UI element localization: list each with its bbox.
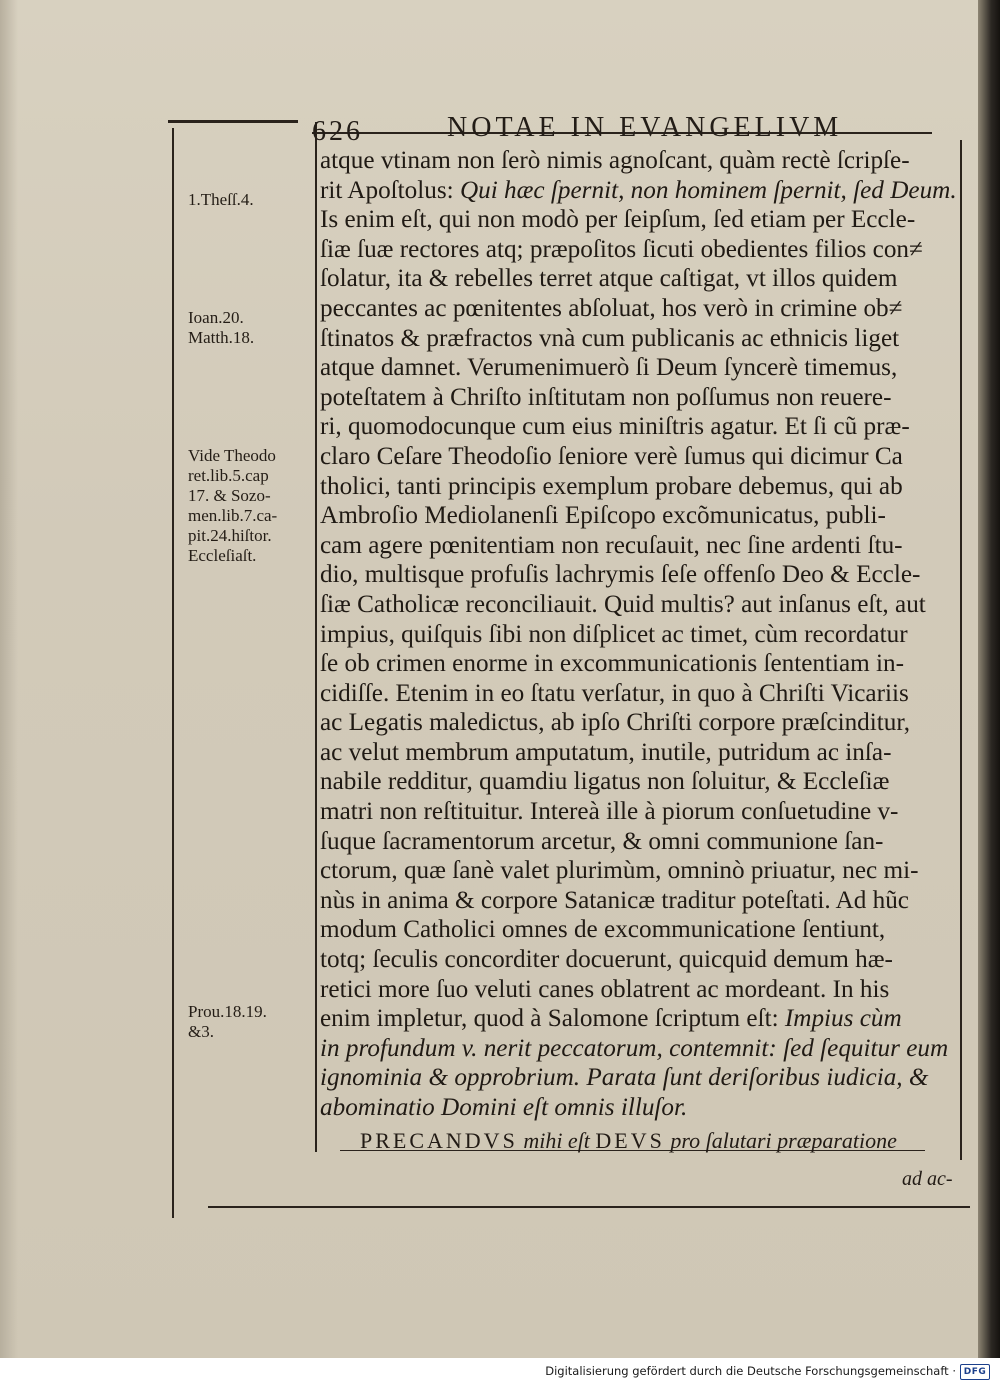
text-line: ſtinatos & præfractos vnà cum publicanis ac ethnicis liget (320, 324, 900, 352)
text-line: ſe ob crimen enorme in excommunicationis ſententiam in- (320, 650, 905, 678)
catchline-smallcaps: DEVS (595, 1128, 665, 1153)
margin-note (188, 190, 316, 210)
text-line: modum Catholici omnes de excommunicatione ſentiunt, (320, 916, 886, 944)
text-line: atque damnet. Verumenimuerò ſi Deum ſyncerè timemus, (320, 354, 898, 382)
text-line: ri, quomodocunque cum eius miniſtris agatur. Et ſi cũ præ- (320, 413, 910, 441)
text-line: impius, quiſquis ſibi non diſplicet ac timet, cùm recordatur (320, 620, 908, 648)
bottom-rule (208, 1206, 970, 1208)
text-line: ctorum, quæ ſanè valet plurimùm, omninò priuatur, nec mi- (320, 857, 919, 885)
catchline (360, 1128, 897, 1154)
margin-left-line (172, 128, 174, 1218)
text-line: atque vtinam non ſerò nimis agnoſcant, quàm rectè ſcripſe- (320, 147, 910, 174)
text-line: ſuque ſacramentorum arcetur, & omni communione ſan- (320, 827, 884, 855)
margin-note (188, 308, 316, 348)
text-span: rit Apoſtolus: (320, 176, 460, 204)
running-title: NOTAE IN EVANGELIVM (447, 112, 843, 143)
catchword: ad ac- (902, 1168, 953, 1190)
catchline-smallcaps: PRECANDVS (360, 1128, 518, 1153)
catchline-italic: mihi eſt (517, 1128, 596, 1153)
margin-note-line: men.lib.7.ca- (188, 506, 278, 525)
funding-credit: Digitalisierung gefördert durch die Deutsche Forschungsgemeinschaft · (545, 1364, 956, 1378)
text-line: ſiæ Catholicæ reconciliauit. Quid multis? aut inſanus eſt, aut (320, 590, 926, 618)
margin-note-line: 1.Theſſ.4. (188, 190, 254, 209)
text-line: ac Legatis maledictus, ab ipſo Chriſti corpore præſcinditur, (320, 709, 911, 737)
text-line: Is enim eſt, qui non modò per ſeipſum, ſed etiam per Eccle- (320, 206, 916, 234)
text-line: ſolatur, ita & rebelles terret atque caſtigat, vt illos quidem (320, 265, 898, 293)
italic-quote: Impius cùm (784, 1005, 902, 1033)
text-line: nabile redditur, quamdiu ligatus non ſoluitur, & Eccleſiæ (320, 768, 890, 796)
margin-note-line: Ioan.20. (188, 308, 244, 327)
page-shadow (0, 0, 18, 1358)
text-line: poteſtatem à Chriſto inſtitutam non poſſumus non reuere- (320, 383, 892, 411)
text-span: enim impletur, quod à Salomone ſcriptum eſt: (320, 1005, 785, 1033)
top-rule (168, 120, 298, 123)
margin-note-line: Eccleſiaſt. (188, 546, 257, 565)
margin-note-line: 17. & Sozo- (188, 486, 271, 505)
italic-line: ignominia & opprobrium. Parata ſunt deriſoribus iudicia, & (320, 1064, 929, 1092)
footer-bar (0, 1358, 1000, 1385)
text-line: cidiſſe. Etenim in eo ſtatu verſatur, in quo à Chriſti Vicariis (320, 679, 909, 707)
margin-note (188, 446, 316, 566)
text-line (320, 1004, 960, 1034)
text-line: tholici, tanti principis exemplum probare debemus, qui ab (320, 472, 903, 500)
text-line (320, 176, 960, 206)
margin-note-line: Vide Theodo (188, 446, 276, 465)
text-line: ac velut membrum amputatum, inutile, putridum ac inſa- (320, 738, 892, 766)
margin-note-line: Prou.18.19. (188, 1002, 267, 1021)
margin-note-line: Matth.18. (188, 328, 255, 347)
text-line: retici more ſuo veluti canes oblatrent ac mordeant. In his (320, 975, 890, 1003)
margin-note (188, 1002, 316, 1042)
text-line: nùs in anima & corpore Satanicæ traditur poteſtati. Ad hũc (320, 886, 909, 914)
margin-note-line: pit.24.hiſtor. (188, 526, 272, 545)
column-divider-line (315, 122, 317, 1152)
text-line: Ambroſio Mediolanenſi Epiſcopo excõmunicatus, publi- (320, 502, 886, 530)
column-right-line (960, 140, 962, 1160)
running-head (312, 110, 962, 150)
text-line: claro Ceſare Theodoſio ſeniore verè ſumus qui dicimur Ca (320, 442, 903, 470)
page-edge-shadow (978, 0, 1000, 1358)
margin-note-line: ret.lib.5.cap (188, 466, 269, 485)
text-line: ſiæ ſuæ rectores atq; præpoſitos ſicuti obedientes filios con≠ (320, 235, 923, 263)
catchline-italic: pro ſalutari præparatione (664, 1128, 897, 1153)
text-line: cam agere pœnitentiam non recuſauit, nec ſine ardenti ſtu- (320, 531, 903, 559)
text-line: dio, multisque profuſis lachrymis ſeſe offenſo Deo & Eccle- (320, 561, 921, 589)
margin-note-line: &3. (188, 1022, 214, 1041)
italic-quote: Qui hæc ſpernit, non hominem ſpernit, ſed Deum. (459, 176, 957, 204)
page-number: 626 (312, 116, 363, 147)
italic-line: in profundum v. nerit peccatorum, contemnit: ſed ſequitur eum (320, 1034, 949, 1062)
text-line: matri non reſtituitur. Intereà ille à piorum conſuetudine v- (320, 798, 899, 826)
text-line: peccantes ac pœnitentes abſoluat, hos verò in crimine ob≠ (320, 294, 903, 322)
main-text-block (320, 146, 960, 1123)
dfg-logo-icon: DFG (960, 1364, 990, 1380)
text-line: totq; ſeculis concorditer docuerunt, quicquid demum hæ- (320, 946, 893, 974)
italic-line: abominatio Domini eſt omnis illuſor. (320, 1094, 688, 1121)
